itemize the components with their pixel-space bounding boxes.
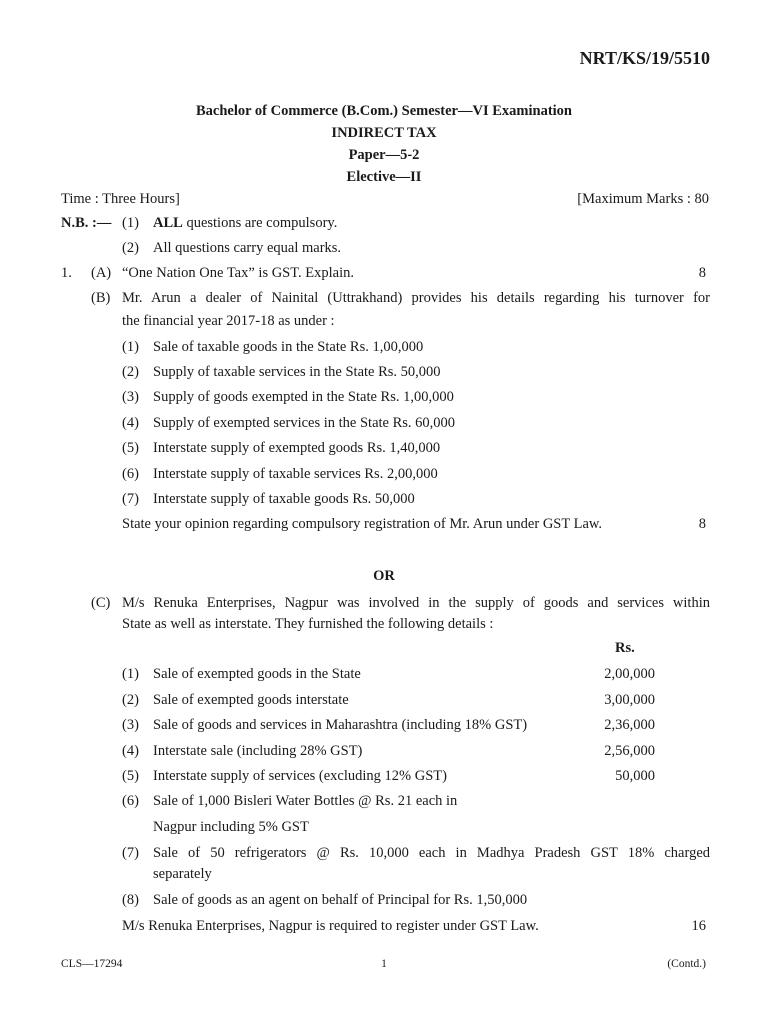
nb-item-num: (1) — [122, 215, 139, 231]
exam-title: Bachelor of Commerce (B.Com.) Semester—VI Examination — [196, 103, 572, 119]
list-item-num: (2) — [122, 364, 139, 380]
list-item-text: Supply of goods exempted in the State Rs. 1,00,000 — [153, 389, 454, 405]
part-c-marks: 16 — [691, 918, 706, 934]
list-item-num: (5) — [122, 440, 139, 456]
list-item-num: (6) — [122, 793, 139, 809]
paper-code: NRT/KS/19/5510 — [579, 48, 710, 68]
list-item-amount: 50,000 — [615, 768, 655, 784]
part-c-conclusion: M/s Renuka Enterprises, Nagpur is required to register under GST Law. — [122, 918, 539, 934]
list-item-num: (3) — [122, 389, 139, 405]
subject-title: INDIRECT TAX — [331, 125, 437, 141]
list-item-text: Supply of taxable services in the State Rs. 50,000 — [153, 364, 441, 380]
list-item-text: Sale of goods as an agent on behalf of Principal for Rs. 1,50,000 — [153, 892, 528, 908]
time-allowed: Time : Three Hours] — [61, 191, 180, 207]
part-b-conclusion: State your opinion regarding compulsory registration of Mr. Arun under GST Law. — [122, 516, 603, 532]
list-item-amount: 2,56,000 — [604, 743, 655, 759]
part-c-line: State as well as interstate. They furnished the following details : — [122, 616, 494, 632]
continued-label: (Contd.) — [667, 958, 706, 970]
list-item-num: (3) — [122, 717, 139, 733]
nb-item-text: questions are compulsory. — [186, 215, 338, 231]
list-item-num: (5) — [122, 768, 139, 784]
list-item-num: (1) — [122, 339, 139, 355]
list-item-amount: 2,36,000 — [604, 717, 655, 733]
part-label: (A) — [91, 265, 112, 281]
list-item-amount: 3,00,000 — [604, 692, 655, 708]
list-item-text: Supply of exempted services in the State Rs. 60,000 — [153, 415, 456, 431]
list-item-text: separately — [153, 866, 212, 882]
list-item-text: Sale of 1,000 Bisleri Water Bottles @ Rs. 21 each in — [153, 793, 458, 809]
question-number: 1. — [61, 265, 72, 281]
nb-emphasis: ALL — [153, 215, 183, 231]
list-item-text: Interstate sale (including 28% GST) — [153, 743, 363, 759]
list-item-text: Sale of taxable goods in the State Rs. 1,00,000 — [153, 339, 424, 355]
maximum-marks: [Maximum Marks : 80 — [577, 191, 709, 207]
part-a-marks: 8 — [698, 265, 706, 281]
or-separator: OR — [373, 568, 395, 584]
currency-header: Rs. — [615, 640, 635, 656]
list-item-num: (8) — [122, 892, 139, 908]
list-item-text: Sale of 50 refrigerators @ Rs. 10,000 each in Madhya Pradesh GST 18% charged — [153, 845, 710, 861]
list-item-amount: 2,00,000 — [604, 666, 655, 682]
list-item-text: Nagpur including 5% GST — [153, 819, 309, 835]
list-item-num: (4) — [122, 415, 139, 431]
nb-label: N.B. :— — [61, 215, 112, 231]
page-number: 1 — [381, 958, 387, 970]
list-item-text: Sale of goods and services in Maharashtra (including 18% GST) — [153, 717, 528, 733]
list-item-num: (6) — [122, 466, 139, 482]
part-label: (C) — [91, 595, 111, 611]
nb-item — [153, 215, 337, 232]
list-item-num: (4) — [122, 743, 139, 759]
paper-number: Paper—5-2 — [348, 147, 420, 163]
list-item-text: Sale of exempted goods in the State — [153, 666, 361, 682]
part-a-text: “One Nation One Tax” is GST. Explain. — [122, 265, 355, 281]
list-item-num: (1) — [122, 666, 139, 682]
list-item-text: Interstate supply of services (excluding 12% GST) — [153, 768, 447, 784]
list-item-text: Interstate supply of taxable services Rs. 2,00,000 — [153, 466, 438, 482]
list-item-num: (2) — [122, 692, 139, 708]
nb-item-num: (2) — [122, 240, 139, 256]
list-item-num: (7) — [122, 845, 139, 861]
part-c-line: M/s Renuka Enterprises, Nagpur was involved in the supply of goods and services within — [122, 595, 710, 611]
nb-item-text: All questions carry equal marks. — [153, 240, 342, 256]
part-b-marks: 8 — [698, 516, 706, 532]
list-item-num: (7) — [122, 491, 139, 507]
list-item-text: Interstate supply of taxable goods Rs. 50,000 — [153, 491, 415, 507]
list-item-text: Sale of exempted goods interstate — [153, 692, 349, 708]
footer-code: CLS—17294 — [61, 958, 123, 970]
list-item-text: Interstate supply of exempted goods Rs. 1,40,000 — [153, 440, 441, 456]
part-b-line: Mr. Arun a dealer of Nainital (Uttrakhand) provides his details regarding his turnover for — [122, 290, 710, 306]
part-b-line: the financial year 2017-18 as under : — [122, 313, 335, 329]
part-label: (B) — [91, 290, 111, 306]
elective-label: Elective—II — [346, 169, 422, 185]
